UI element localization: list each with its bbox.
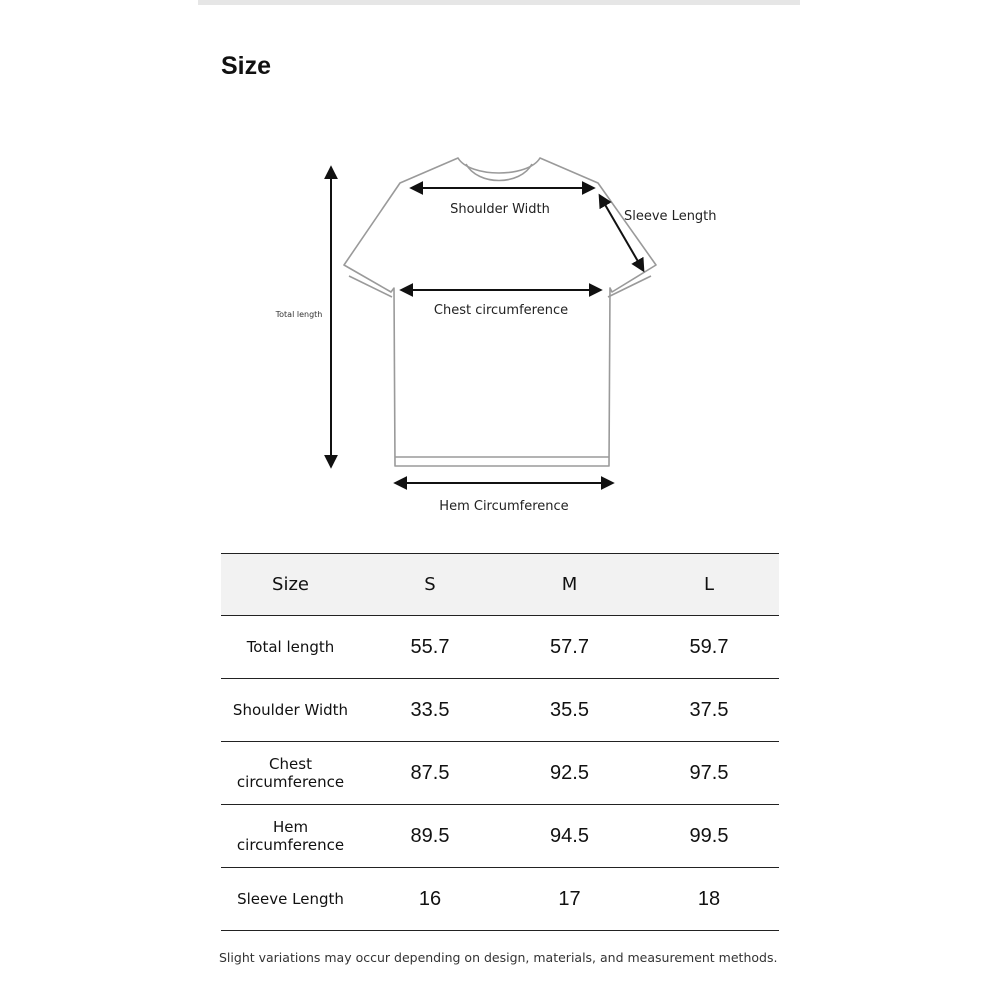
- total-length-label: Total length: [275, 310, 323, 319]
- size-table: [221, 553, 779, 931]
- header-cell-size: Size: [221, 554, 360, 616]
- row-label: Total length: [221, 616, 360, 679]
- header-cell-s: S: [360, 554, 500, 616]
- cell-value: 35.5: [500, 679, 639, 742]
- header-cell-m: M: [500, 554, 639, 616]
- hem-circumference-label: Hem Circumference: [439, 499, 569, 514]
- sleeve-length-arrow: [600, 196, 643, 270]
- cell-value: 97.5: [639, 742, 779, 805]
- table-row: [221, 742, 779, 805]
- table-row: [221, 805, 779, 868]
- cell-value: 92.5: [500, 742, 639, 805]
- row-label: Shoulder Width: [221, 679, 360, 742]
- table-row: [221, 679, 779, 742]
- cell-value: 94.5: [500, 805, 639, 868]
- shoulder-width-label: Shoulder Width: [450, 202, 550, 217]
- cell-value: 16: [360, 868, 500, 931]
- cell-value: 99.5: [639, 805, 779, 868]
- cell-value: 89.5: [360, 805, 500, 868]
- table-row: [221, 868, 779, 931]
- row-label: Chest circumference: [221, 742, 360, 805]
- cell-value: 37.5: [639, 679, 779, 742]
- cell-value: 59.7: [639, 616, 779, 679]
- header-row: [221, 554, 779, 616]
- table-row: [221, 616, 779, 679]
- chest-circumference-label: Chest circumference: [433, 303, 569, 318]
- row-label: Sleeve Length: [221, 868, 360, 931]
- cell-value: 33.5: [360, 679, 500, 742]
- cell-value: 87.5: [360, 742, 500, 805]
- page-title: Size: [221, 52, 272, 80]
- measurement-footnote: Slight variations may occur depending on design, materials, and measurement methods.: [219, 950, 778, 965]
- sleeve-length-label: Sleeve Length: [624, 209, 717, 224]
- header-cell-l: L: [639, 554, 779, 616]
- row-label: Hem circumference: [221, 805, 360, 868]
- cell-value: 17: [500, 868, 639, 931]
- cell-value: 57.7: [500, 616, 639, 679]
- size-table-header: [221, 554, 779, 616]
- cell-value: 18: [639, 868, 779, 931]
- cell-value: 55.7: [360, 616, 500, 679]
